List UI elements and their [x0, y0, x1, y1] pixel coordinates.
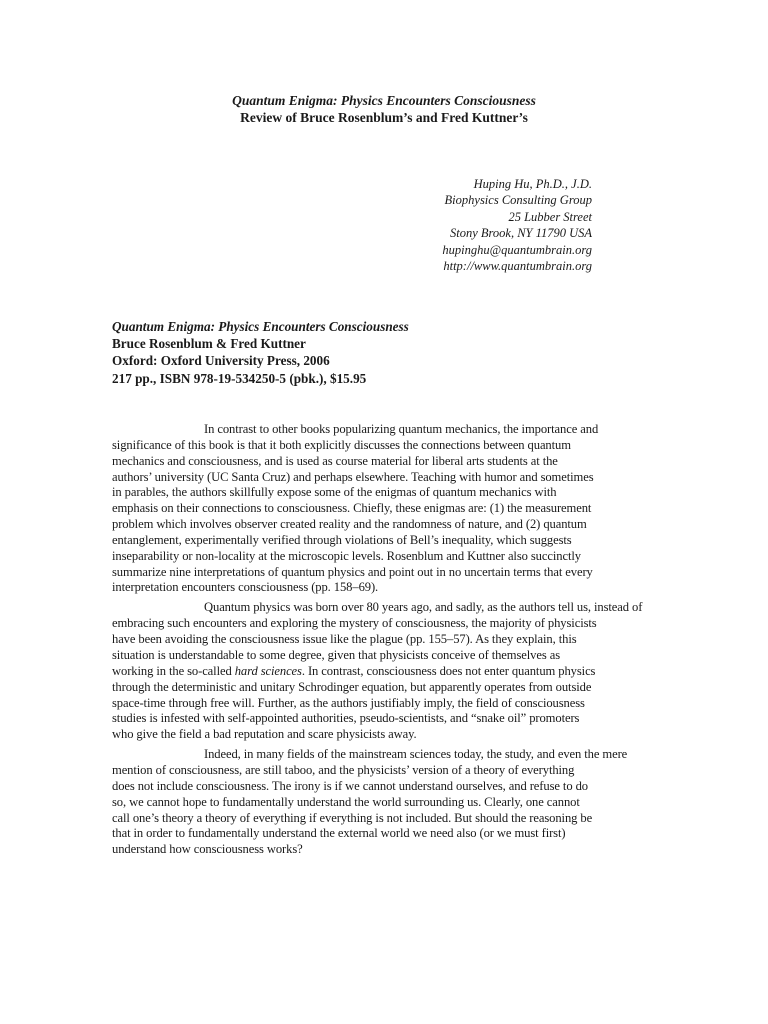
text-line: entanglement, experimentally verified through violations of Bell’s inequality, which suggests	[112, 532, 572, 547]
author-website: http://www.quantumbrain.org	[443, 259, 592, 274]
author-name: Huping Hu, Ph.D., J.D.	[473, 177, 592, 191]
text-line-mixed	[112, 664, 654, 680]
author-email: hupinghu@quantumbrain.org	[442, 242, 592, 257]
text-line: so, we cannot hope to fundamentally understand the world surrounding us. Clearly, one cannot	[112, 794, 580, 809]
text-line: embracing such encounters and exploring the mystery of consciousness, the majority of physicists	[112, 616, 597, 631]
text-line: mention of consciousness, are still taboo, and the physicists’ version of a theory of everything	[112, 763, 575, 778]
paragraph-2	[112, 600, 654, 743]
text-line: studies is infested with self-appointed authorities, pseudo-scientists, and “snake oil” promoters	[112, 711, 580, 726]
review-title: Quantum Enigma: Physics Encounters Consciousness	[232, 93, 536, 108]
text-line: mechanics and consciousness, and is used as course material for liberal arts students at the	[112, 453, 558, 468]
text-line: problem which involves observer created reality and the randomness of nature, and (2) quantum	[112, 517, 587, 532]
text-line: call one’s theory a theory of everything if everything is not included. But should the reasoning be	[112, 810, 593, 825]
book-title: Quantum Enigma: Physics Encounters Consciousness	[112, 319, 409, 334]
text-line: authors’ university (UC Santa Cruz) and perhaps elsewhere. Teaching with humor and sometimes	[112, 469, 594, 484]
text-line: Indeed, in many fields of the mainstream sciences today, the study, and even the mere	[204, 747, 628, 762]
text-line: does not include consciousness. The irony is if we cannot understand ourselves, and refuse to do	[112, 778, 588, 793]
text-line: emphasis on their connections to consciousness. Chiefly, these enigmas are: (1) the measurement	[112, 501, 592, 516]
author-street: 25 Lubber Street	[508, 209, 592, 224]
emphasis-hard-sciences: hard sciences	[234, 663, 302, 678]
text-segment: working in the so-called	[112, 663, 235, 678]
book-details: 217 pp., ISBN 978-19-534250-5 (pbk.), $15.95	[112, 370, 367, 386]
text-line: Quantum physics was born over 80 years ago, and sadly, as the authors tell us, instead of	[204, 600, 643, 615]
text-line: situation is understandable to some degree, given that physicists conceive of themselves as	[112, 648, 561, 662]
text-line: through the deterministic and unitary Schrodinger equation, but apparently operates from outside	[112, 679, 592, 694]
text-segment: . In contrast, consciousness does not enter quantum physics	[301, 663, 596, 678]
text-line: have been avoiding the consciousness issue like the plague (pp. 155–57). As they explain, this	[112, 632, 577, 647]
review-subtitle: Review of Bruce Rosenblum’s and Fred Kuttner’s	[240, 110, 528, 125]
text-line: understand how consciousness works?	[112, 842, 303, 857]
paragraph-3	[112, 747, 654, 858]
author-organization: Biophysics Consulting Group	[444, 193, 592, 208]
text-line: in parables, the authors skillfully expose some of the enigmas of quantum mechanics with	[112, 485, 557, 500]
book-publisher: Oxford: Oxford University Press, 2006	[112, 353, 330, 369]
book-citation-block	[112, 318, 409, 387]
text-line: inseparability or non-locality at the microscopic levels. Rosenblum and Kuttner also succinctly	[112, 548, 581, 563]
review-body	[112, 422, 654, 862]
text-line: summarize nine interpretations of quantum physics and point out in no uncertain terms that every	[112, 564, 593, 579]
book-authors: Bruce Rosenblum & Fred Kuttner	[112, 336, 306, 352]
author-city: Stony Brook, NY 11790 USA	[449, 226, 592, 241]
text-line: that in order to fundamentally understand the external world we need also (or we must first)	[112, 826, 566, 841]
text-line: who give the field a bad reputation and scare physicists away.	[112, 727, 417, 742]
paragraph-1	[112, 422, 654, 596]
text-line: In contrast to other books popularizing quantum mechanics, the importance and	[204, 422, 599, 436]
text-line: space-time through free will. Further, as the authors justifiably imply, the field of consciousness	[112, 695, 585, 710]
text-line: significance of this book is that it both explicitly discusses the connections between quantum	[112, 437, 571, 452]
title-block	[0, 92, 768, 126]
author-address-block	[442, 176, 592, 274]
text-line: interpretation encounters consciousness (pp. 158–69).	[112, 580, 379, 595]
